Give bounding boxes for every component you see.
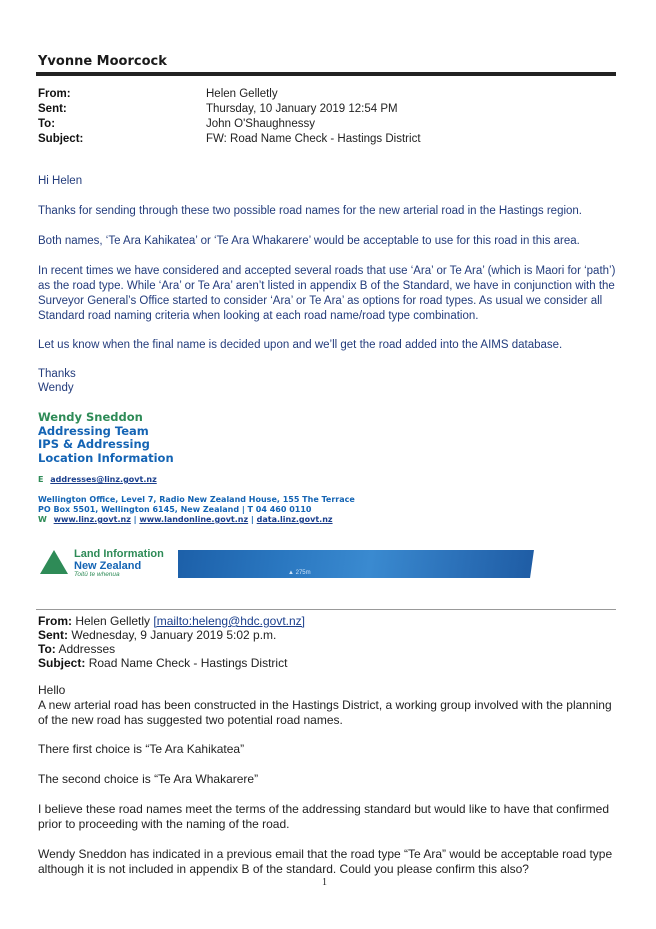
fwd-paragraph-3: The second choice is “Te Ara Whakarere” [38,772,259,786]
signature-office: Wellington Office, Level 7, Radio New Zealand House, 155 The Terrace [38,495,355,504]
landonline-website-link[interactable]: www.landonline.govt.nz [139,515,249,524]
fwd-from-label: From: [38,614,72,628]
fwd-sent-label: Sent: [38,628,68,642]
fwd-paragraph-5: Wendy Sneddon has indicated in a previous email that the road type “Te Ara” would be acceptable road type although it is not included in appendix B of the standard. Could you please confirm this also? [38,847,613,876]
page-number: 1 [322,877,327,888]
map-strip-image [170,550,534,578]
forwarded-subject-row [38,656,287,670]
fwd-hello: Hello [38,683,66,697]
to-label: To: [38,118,56,130]
signature-email-row [38,475,157,485]
forwarded-from-row [38,614,305,628]
signature-team: Addressing Team [38,423,149,438]
linz-logo [38,546,178,580]
logo-line-3: Toitū te whenua [74,571,120,578]
subject-value: FW: Road Name Check - Hastings District [206,133,421,145]
reply-thanks: Thanks [38,368,76,380]
subject-label: Subject: [38,133,84,145]
reply-greeting: Hi Helen [38,175,83,187]
fwd-sent-value: Wednesday, 9 January 2019 5:02 p.m. [71,628,277,642]
header-rule [36,72,616,76]
fwd-paragraph-4: I believe these road names meet the terms of the addressing standard but would like to have that confirmed prior to proceeding with the naming of the road. [38,802,609,831]
signature-division: Location Information [38,450,174,465]
linz-website-link[interactable]: www.linz.govt.nz [53,515,131,524]
logo-line-1: Land Information [74,548,164,560]
reply-paragraph-3: In recent times we have considered and accepted several roads that use ‘Ara’ or Te Ara’ (which is Maori for ‘path’) as the road type. While ‘Ara’ or Te Ara’ aren’t listed in appendix B of the Standard, we have in conjunction with the Surveyor General’s Office started to consider ‘Ara’ or Te Ara’ as options for road types. As usual we consider all Standard road naming criteria when looking at each road name/road type combination. [38,265,616,322]
sent-value: Thursday, 10 January 2019 12:54 PM [206,103,398,115]
web-key: W [38,515,47,524]
signature-group: IPS & Addressing [38,437,150,451]
reply-signoff: Wendy [38,382,74,394]
signature-pobox: PO Box 5501, Wellington 6145, New Zealand | T 04 460 0110 [38,505,312,514]
signature-email-link[interactable]: addresses@linz.govt.nz [50,475,157,484]
map-strip-label: ▲ 275m [288,570,311,576]
linz-data-website-link[interactable]: data.linz.govt.nz [256,515,333,524]
from-value: Helen Gelletly [206,88,278,100]
forward-divider [36,609,616,610]
fwd-subject-value: Road Name Check - Hastings District [88,656,288,670]
fwd-paragraph-1: A new arterial road has been constructed in the Hastings District, a working group involved with the planning of the new road has suggested two potential road names. [38,698,612,727]
logo-line-2: New Zealand [74,560,142,572]
fwd-from-mailto-link[interactable]: [mailto:heleng@hdc.govt.nz] [153,614,305,628]
email-key: E [38,475,44,484]
fwd-paragraph-2: There first choice is “Te Ara Kahikatea” [38,742,245,756]
web-separator-1: | [133,515,137,524]
reply-paragraph-4: Let us know when the final name is decided upon and we’ll get the road added into the AIMS database. [38,339,563,351]
fwd-subject-label: Subject: [38,656,86,670]
fwd-to-value: Addresses [58,642,116,656]
to-value: John O'Shaughnessy [206,118,315,130]
mailbox-owner: Yvonne Moorcock [38,54,167,69]
forwarded-sent-row [38,628,276,642]
linz-logo-icon [40,550,68,574]
linz-banner [38,546,532,580]
fwd-to-label: To: [38,642,56,656]
reply-paragraph-1: Thanks for sending through these two possible road names for the new arterial road in the Hastings region. [38,205,583,217]
signature-web-row [38,515,333,525]
forwarded-to-row [38,642,115,656]
sent-label: Sent: [38,103,67,115]
web-separator-2: | [250,515,254,524]
from-label: From: [38,88,71,100]
fwd-from-value: Helen Gelletly [75,614,151,628]
signature-name: Wendy Sneddon [38,410,143,424]
reply-paragraph-2: Both names, ‘Te Ara Kahikatea’ or ‘Te Ara Whakarere’ would be acceptable to use for this road in this area. [38,235,580,247]
signature-block [38,411,174,465]
